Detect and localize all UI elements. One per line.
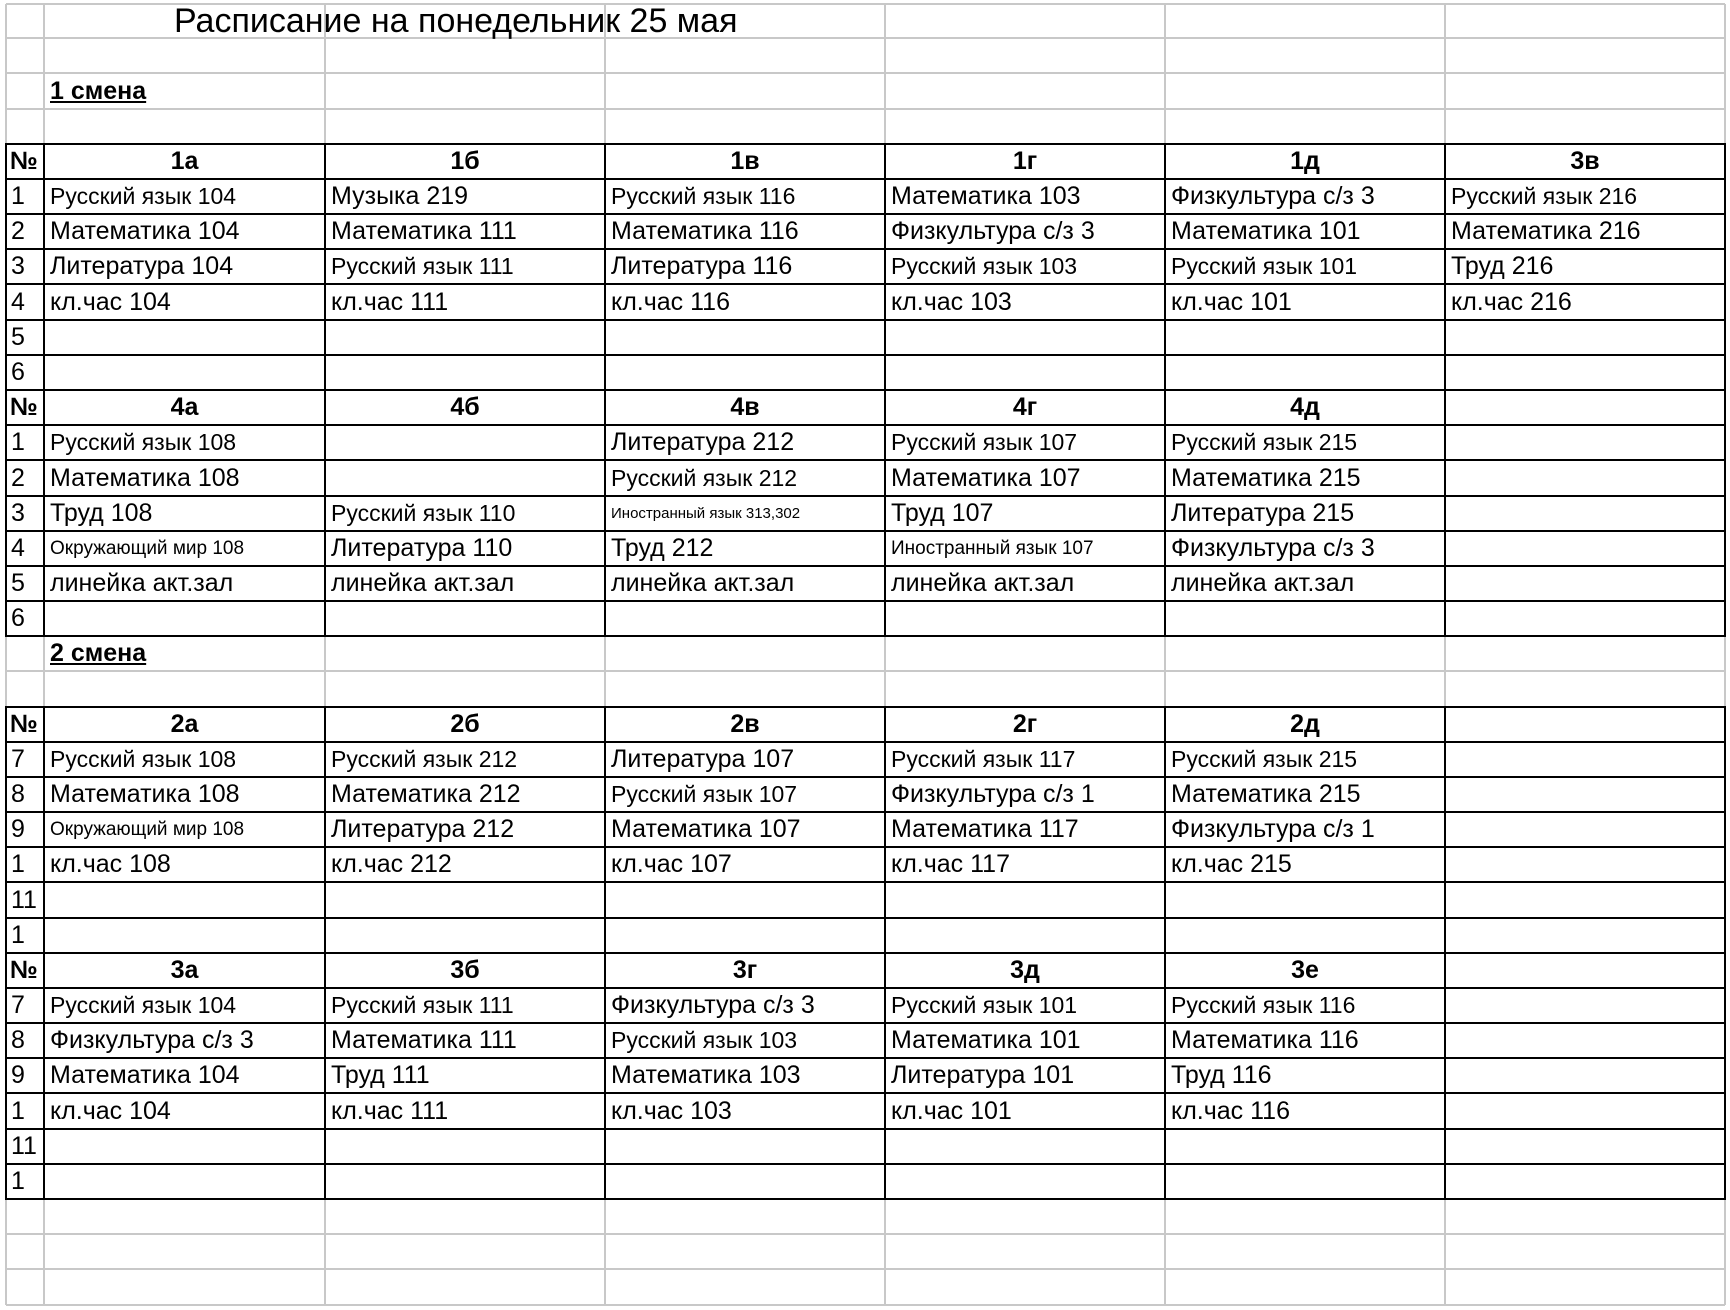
class-header[interactable]: 1в (730, 147, 760, 175)
lesson-cell[interactable]: Литература 212 (611, 428, 795, 456)
lesson-cell[interactable]: Математика 215 (1171, 780, 1361, 808)
lesson-cell[interactable] (891, 355, 1165, 390)
table-border (5, 987, 1726, 989)
lesson-cell[interactable] (1171, 918, 1445, 953)
lesson-cell[interactable]: кл.час 103 (611, 1096, 732, 1125)
lesson-cell[interactable] (1451, 531, 1725, 566)
class-header[interactable]: 3е (1291, 956, 1319, 984)
lesson-cell[interactable]: Русский язык 117 (891, 746, 1076, 772)
lesson-cell[interactable]: Математика 107 (891, 463, 1081, 492)
lesson-cell[interactable] (331, 1129, 605, 1164)
table-border (324, 952, 326, 1200)
lesson-cell[interactable]: кл.час 116 (611, 287, 730, 316)
lesson-cell[interactable] (1451, 988, 1725, 1023)
lesson-number[interactable]: 8 (11, 1026, 25, 1054)
table-border (324, 143, 326, 391)
table-border (5, 952, 1726, 954)
lesson-cell[interactable]: кл.час 104 (50, 287, 171, 316)
class-header[interactable]: 1д (1290, 147, 1320, 175)
lesson-cell[interactable]: Математика 117 (891, 815, 1079, 843)
lesson-cell[interactable] (1451, 1164, 1725, 1199)
class-header[interactable] (1445, 953, 1725, 988)
lesson-cell[interactable]: Русский язык 108 (50, 746, 237, 772)
lesson-cell[interactable] (50, 355, 325, 390)
lesson-cell[interactable]: Математика 212 (331, 780, 521, 808)
table-border (5, 143, 1726, 145)
lesson-cell[interactable]: Литература 215 (1171, 499, 1355, 527)
table-border (5, 1022, 1726, 1024)
lesson-cell[interactable] (611, 601, 885, 636)
table-border (5, 565, 1726, 567)
lesson-cell[interactable] (891, 601, 1165, 636)
lesson-cell[interactable]: Русский язык 216 (1451, 183, 1638, 209)
lesson-cell[interactable]: Физкультура с/з 3 (1171, 534, 1375, 562)
table-border (5, 1198, 1726, 1200)
lesson-cell[interactable]: кл.час 107 (611, 850, 732, 878)
class-header[interactable]: 1б (450, 147, 480, 175)
table-border (43, 143, 45, 391)
lesson-cell[interactable]: линейка акт.зал (331, 569, 515, 597)
table-border (884, 143, 886, 391)
table-border (604, 952, 606, 1200)
table-border (884, 706, 886, 954)
table-border (5, 178, 1726, 180)
lesson-cell[interactable]: кл.час 212 (331, 850, 452, 878)
lesson-cell[interactable] (611, 1164, 885, 1199)
lesson-cell[interactable]: Физкультура с/з 1 (891, 780, 1095, 808)
table-border (5, 600, 1726, 602)
class-header[interactable]: 3г (732, 956, 758, 984)
lesson-cell[interactable] (1171, 882, 1445, 918)
lesson-cell[interactable]: Труд 216 (1451, 252, 1554, 280)
lesson-cell[interactable] (611, 882, 885, 918)
class-header[interactable]: 2в (730, 710, 760, 738)
lesson-cell[interactable] (1171, 1164, 1445, 1199)
table-border (1724, 706, 1726, 954)
lesson-cell[interactable] (1451, 812, 1725, 847)
class-header[interactable]: 1г (1012, 147, 1038, 175)
table-border (604, 143, 606, 391)
class-header[interactable]: 4в (730, 393, 760, 421)
lesson-cell[interactable]: Математика 104 (50, 217, 240, 245)
lesson-cell[interactable]: Математика 104 (50, 1061, 240, 1089)
lesson-cell[interactable] (891, 320, 1165, 355)
gridline-row (6, 1233, 1725, 1235)
lesson-cell[interactable]: Литература 212 (331, 815, 515, 843)
table-border (1164, 389, 1166, 637)
lesson-number[interactable]: 7 (11, 991, 25, 1019)
lesson-cell[interactable] (891, 1164, 1165, 1199)
lesson-cell[interactable] (611, 355, 885, 390)
lesson-cell[interactable] (331, 355, 605, 390)
lesson-cell[interactable] (1171, 601, 1445, 636)
table-border (1444, 143, 1446, 391)
lesson-cell[interactable] (611, 1129, 885, 1164)
lesson-cell[interactable]: линейка акт.зал (611, 569, 795, 597)
table-border (1444, 952, 1446, 1200)
class-header[interactable] (1445, 707, 1725, 742)
lesson-cell[interactable]: Музыка 219 (331, 182, 469, 210)
lesson-cell[interactable]: линейка акт.зал (891, 569, 1075, 597)
lesson-number[interactable]: 1 (11, 1167, 25, 1195)
table-border (5, 846, 1726, 848)
lesson-cell[interactable] (1171, 320, 1445, 355)
lesson-cell[interactable]: линейка акт.зал (1171, 569, 1355, 597)
lesson-cell[interactable] (1451, 847, 1725, 882)
table-border (5, 424, 1726, 426)
lesson-cell[interactable] (1451, 601, 1725, 636)
lesson-cell[interactable]: Математика 116 (1171, 1026, 1359, 1054)
lesson-cell[interactable]: Русский язык 108 (50, 429, 237, 455)
table-border (324, 389, 326, 637)
lesson-cell[interactable]: Математика 101 (891, 1026, 1081, 1054)
lesson-cell[interactable]: Русский язык 212 (331, 746, 518, 772)
lesson-cell[interactable]: Русский язык 104 (50, 183, 237, 209)
table-border (884, 389, 886, 637)
lesson-cell[interactable]: кл.час 216 (1451, 287, 1572, 316)
lesson-cell[interactable]: Русский язык 110 (331, 500, 516, 526)
lesson-cell[interactable] (1451, 355, 1725, 390)
number-header[interactable]: № (10, 956, 38, 984)
number-header[interactable]: № (10, 710, 38, 738)
lesson-cell[interactable] (50, 918, 325, 953)
lesson-cell[interactable]: Математика 111 (331, 217, 517, 245)
lesson-cell[interactable]: Труд 111 (331, 1061, 430, 1089)
class-header[interactable]: 4д (1290, 393, 1320, 421)
table-border (5, 389, 1726, 391)
table-border (5, 1128, 1726, 1130)
class-header[interactable]: 4б (450, 393, 480, 421)
table-border (5, 706, 1726, 708)
lesson-cell[interactable] (50, 1164, 325, 1199)
lesson-number[interactable]: 6 (11, 358, 25, 386)
lesson-cell[interactable]: Русский язык 107 (891, 429, 1078, 455)
class-header[interactable]: 4г (1012, 393, 1038, 421)
lesson-cell[interactable]: кл.час 111 (331, 287, 449, 316)
lesson-number[interactable]: 5 (11, 569, 25, 597)
lesson-cell[interactable] (1451, 320, 1725, 355)
lesson-cell[interactable] (1451, 742, 1725, 777)
table-border (5, 495, 1726, 497)
lesson-cell[interactable]: Русский язык 116 (611, 183, 796, 209)
table-border (5, 389, 7, 637)
lesson-number[interactable]: 6 (11, 604, 25, 632)
lesson-number[interactable]: 1 (11, 1096, 25, 1125)
table-border (1724, 143, 1726, 391)
table-border (5, 1092, 1726, 1094)
lesson-cell[interactable] (611, 918, 885, 953)
table-border (5, 917, 1726, 919)
lesson-cell[interactable]: Русский язык 101 (891, 992, 1078, 1018)
class-header[interactable]: 3б (450, 956, 480, 984)
table-border (43, 706, 45, 954)
number-header[interactable]: № (10, 393, 38, 421)
number-header[interactable]: № (10, 147, 38, 175)
lesson-cell[interactable] (50, 1129, 325, 1164)
lesson-cell[interactable]: Труд 107 (891, 499, 994, 527)
table-border (5, 881, 1726, 883)
table-border (5, 319, 1726, 321)
lesson-cell[interactable]: Математика 108 (50, 780, 240, 808)
table-border (5, 283, 1726, 285)
lesson-number[interactable]: 1 (11, 850, 25, 878)
lesson-cell[interactable] (331, 601, 605, 636)
lesson-cell[interactable] (1451, 777, 1725, 812)
lesson-cell[interactable] (1451, 882, 1725, 918)
table-border (5, 1057, 1726, 1059)
lesson-cell[interactable]: Труд 212 (611, 534, 714, 562)
lesson-cell[interactable]: кл.час 104 (50, 1096, 171, 1125)
lesson-cell[interactable]: Физкультура с/з 1 (1171, 815, 1375, 843)
lesson-cell[interactable] (331, 320, 605, 355)
lesson-cell[interactable]: кл.час 116 (1171, 1096, 1290, 1125)
lesson-cell[interactable] (891, 918, 1165, 953)
lesson-cell[interactable] (1451, 918, 1725, 953)
table-border (5, 248, 1726, 250)
lesson-cell[interactable]: Русский язык 215 (1171, 746, 1358, 772)
table-border (5, 213, 1726, 215)
lesson-cell[interactable]: Физкультура с/з 3 (611, 991, 815, 1019)
lesson-number[interactable]: 9 (11, 815, 25, 843)
table-border (5, 635, 1726, 637)
lesson-cell[interactable]: Математика 216 (1451, 217, 1641, 245)
table-border (5, 1163, 1726, 1165)
lesson-cell[interactable] (1451, 1023, 1725, 1058)
lesson-cell[interactable]: Математика 108 (50, 463, 240, 492)
table-border (1724, 389, 1726, 637)
lesson-number[interactable]: 4 (11, 287, 25, 316)
lesson-cell[interactable] (611, 320, 885, 355)
class-header[interactable] (1445, 390, 1725, 425)
lesson-number[interactable]: 9 (11, 1061, 25, 1089)
lesson-cell[interactable]: Литература 104 (50, 252, 234, 280)
lesson-cell[interactable]: Математика 111 (331, 1026, 517, 1054)
lesson-number[interactable]: 2 (11, 463, 25, 492)
lesson-cell[interactable]: Литература 101 (891, 1061, 1075, 1089)
gridline-row (6, 1268, 1725, 1270)
table-border (43, 952, 45, 1200)
lesson-cell[interactable] (331, 425, 605, 460)
lesson-cell[interactable]: линейка акт.зал (50, 569, 234, 597)
lesson-cell[interactable]: Русский язык 107 (611, 781, 798, 807)
lesson-number[interactable]: 11 (11, 885, 37, 914)
lesson-cell[interactable]: кл.час 101 (1171, 287, 1292, 316)
table-border (1164, 706, 1166, 954)
table-border (5, 459, 1726, 461)
lesson-cell[interactable]: Литература 110 (331, 534, 513, 562)
lesson-cell[interactable]: Математика 101 (1171, 217, 1361, 245)
lesson-cell[interactable] (331, 1164, 605, 1199)
class-header[interactable]: 3д (1010, 956, 1040, 984)
lesson-cell[interactable] (1451, 425, 1725, 460)
table-border (1164, 952, 1166, 1200)
lesson-cell[interactable]: Русский язык 111 (331, 992, 514, 1018)
lesson-cell[interactable] (331, 460, 605, 496)
lesson-number[interactable]: 11 (11, 1132, 37, 1160)
lesson-cell[interactable]: кл.час 103 (891, 287, 1012, 316)
lesson-number[interactable]: 7 (11, 745, 25, 773)
table-border (43, 389, 45, 637)
shift-label[interactable]: 2 смена (50, 639, 147, 667)
lesson-cell[interactable]: Окружающий мир 108 (50, 538, 245, 559)
lesson-cell[interactable]: Математика 215 (1171, 463, 1361, 492)
class-header[interactable]: 2б (450, 710, 480, 738)
class-header[interactable]: 2а (170, 710, 199, 738)
table-border (5, 776, 1726, 778)
lesson-cell[interactable]: Русский язык 103 (891, 253, 1078, 279)
lesson-number[interactable]: 1 (11, 182, 25, 210)
table-border (5, 530, 1726, 532)
lesson-cell[interactable] (891, 882, 1165, 918)
lesson-cell[interactable]: Окружающий мир 108 (50, 819, 245, 840)
lesson-cell[interactable]: кл.час 101 (891, 1096, 1012, 1125)
lesson-cell[interactable]: Физкультура с/з 3 (891, 217, 1095, 245)
table-border (604, 706, 606, 954)
table-border (324, 706, 326, 954)
table-border (1724, 952, 1726, 1200)
lesson-cell[interactable]: Иностранный язык 313,302 (611, 505, 801, 522)
table-border (5, 741, 1726, 743)
lesson-cell[interactable]: Русский язык 215 (1171, 429, 1358, 455)
class-header[interactable]: 2г (1012, 710, 1038, 738)
lesson-cell[interactable]: Математика 107 (611, 815, 801, 843)
lesson-cell[interactable] (50, 320, 325, 355)
lesson-cell[interactable] (1451, 1093, 1725, 1129)
table-border (5, 143, 7, 391)
lesson-cell[interactable]: кл.час 111 (331, 1096, 449, 1125)
lesson-cell[interactable]: кл.час 108 (50, 850, 171, 878)
lesson-cell[interactable]: Математика 116 (611, 217, 799, 245)
lesson-number[interactable]: 5 (11, 323, 25, 351)
class-header[interactable]: 1а (170, 147, 199, 175)
lesson-cell[interactable]: Математика 103 (891, 182, 1081, 210)
lesson-cell[interactable] (1451, 1058, 1725, 1093)
table-border (5, 706, 7, 954)
lesson-cell[interactable]: Русский язык 103 (611, 1027, 798, 1053)
lesson-cell[interactable]: Литература 107 (611, 745, 795, 773)
lesson-cell[interactable]: Русский язык 101 (1171, 253, 1358, 279)
table-border (5, 811, 1726, 813)
lesson-cell[interactable]: Физкультура с/з 3 (50, 1026, 254, 1054)
lesson-cell[interactable]: Русский язык 116 (1171, 992, 1356, 1018)
lesson-number[interactable]: 1 (11, 428, 25, 456)
lesson-cell[interactable]: Труд 108 (50, 499, 153, 527)
lesson-number[interactable]: 4 (11, 534, 25, 562)
lesson-number[interactable]: 3 (11, 252, 25, 280)
class-header[interactable]: 3в (1570, 147, 1600, 175)
lesson-cell[interactable]: Математика 103 (611, 1061, 801, 1089)
lesson-cell[interactable] (1171, 355, 1445, 390)
lesson-cell[interactable] (891, 1129, 1165, 1164)
lesson-cell[interactable]: Русский язык 111 (331, 253, 514, 279)
lesson-cell[interactable] (1451, 460, 1725, 496)
class-header[interactable]: 4а (170, 393, 199, 421)
table-border (604, 389, 606, 637)
lesson-cell[interactable]: Русский язык 212 (611, 464, 798, 491)
lesson-number[interactable]: 1 (11, 921, 25, 949)
lesson-cell[interactable]: Труд 116 (1171, 1061, 1272, 1089)
lesson-number[interactable]: 2 (11, 217, 25, 245)
lesson-cell[interactable]: Иностранный язык 107 (891, 538, 1094, 559)
table-border (1444, 389, 1446, 637)
shift-label[interactable]: 1 смена (50, 76, 147, 105)
lesson-cell[interactable] (331, 882, 605, 918)
lesson-cell[interactable]: кл.час 215 (1171, 850, 1292, 878)
table-border (884, 952, 886, 1200)
lesson-cell[interactable]: Физкультура с/з 3 (1171, 182, 1375, 210)
table-border (5, 952, 7, 1200)
gridline-row (6, 1304, 1725, 1306)
lesson-cell[interactable] (50, 601, 325, 636)
table-border (1444, 706, 1446, 954)
lesson-cell[interactable] (331, 918, 605, 953)
lesson-cell[interactable] (1451, 1129, 1725, 1164)
lesson-cell[interactable]: Литература 116 (611, 252, 793, 280)
lesson-cell[interactable]: кл.час 117 (891, 850, 1010, 878)
table-border (1164, 143, 1166, 391)
class-header[interactable]: 2д (1290, 710, 1320, 738)
lesson-cell[interactable]: Русский язык 104 (50, 992, 237, 1018)
lesson-cell[interactable] (1171, 1129, 1445, 1164)
table-border (5, 354, 1726, 356)
class-header[interactable]: 3а (170, 956, 199, 984)
page-title[interactable]: Расписание на понедельник 25 мая (174, 2, 738, 40)
lesson-cell[interactable] (1451, 496, 1725, 531)
lesson-cell[interactable] (1451, 566, 1725, 601)
lesson-number[interactable]: 3 (11, 499, 25, 527)
lesson-number[interactable]: 8 (11, 780, 25, 808)
lesson-cell[interactable] (50, 882, 325, 918)
